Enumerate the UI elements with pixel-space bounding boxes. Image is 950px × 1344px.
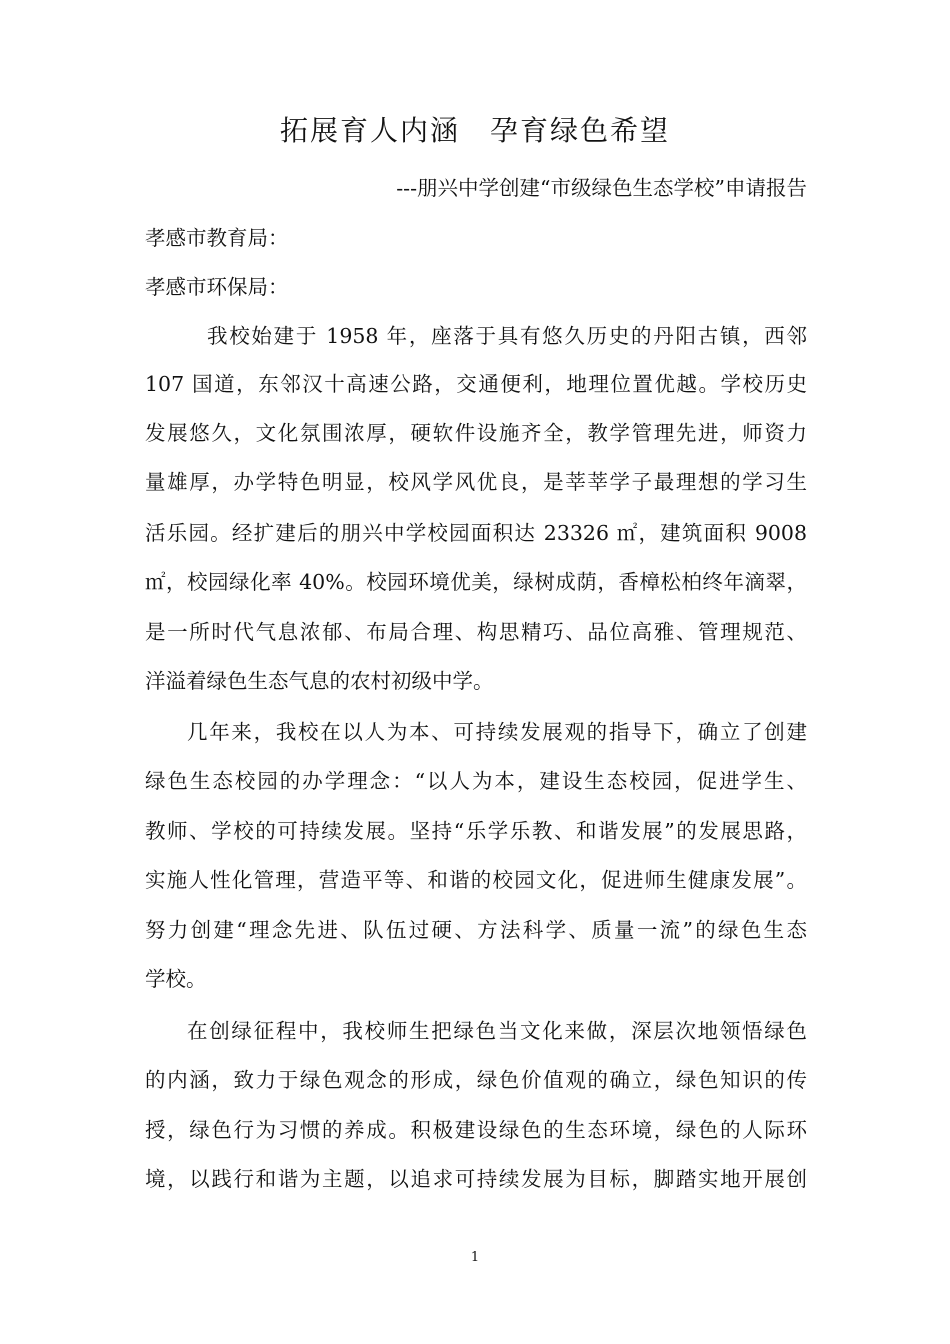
paragraph-line: ㎡，校园绿化率 40%。校园环境优美，绿树成荫，香樟松柏终年滴翠， [145,570,807,594]
paragraph-line: 教师、学校的可持续发展。坚持“乐学乐教、和谐发展”的发展思路， [145,819,807,843]
paragraph-line: 在创绿征程中，我校师生把绿色当文化来做，深层次地领悟绿色 [187,1019,807,1043]
paragraph-line: 授，绿色行为习惯的养成。积极建设绿色的生态环境，绿色的人际环 [145,1118,807,1142]
paragraph-line: 洋溢着绿色生态气息的农村初级中学。 [145,669,494,693]
paragraph-line: 实施人性化管理，营造平等、和谐的校园文化，促进师生健康发展”。 [145,868,807,892]
paragraph-line: 是一所时代气息浓郁、布局合理、构思精巧、品位高雅、管理规范、 [145,620,807,644]
paragraph-line: 努力创建“理念先进、队伍过硬、方法科学、质量一流”的绿色生态 [145,918,807,942]
page-number: 1 [470,1250,480,1265]
paragraph-line: 的内涵，致力于绿色观念的形成，绿色价值观的确立，绿色知识的传 [145,1068,807,1092]
document-subtitle: ---朋兴中学创建“市级绿色生态学校”申请报告 [396,176,807,200]
recipient-education-bureau: 孝感市教育局： [145,226,289,250]
document-title: 拓展育人内涵 孕育绿色希望 [279,114,670,147]
paragraph-line: 绿色生态校园的办学理念：“以人为本，建设生态校园，促进学生、 [145,769,807,793]
paragraph-line: 活乐园。经扩建后的朋兴中学校园面积达 23326 ㎡，建筑面积 9008 [145,521,807,545]
paragraph-line: 量雄厚，办学特色明显，校风学风优良，是莘莘学子最理想的学习生 [145,470,807,494]
paragraph-line: 境，以践行和谐为主题，以追求可持续发展为目标，脚踏实地开展创 [145,1167,807,1191]
paragraph-line: 107 国道，东邻汉十高速公路，交通便利，地理位置优越。学校历史 [145,372,807,396]
paragraph-line: 发展悠久，文化氛围浓厚，硬软件设施齐全，教学管理先进，师资力 [145,421,807,445]
paragraph-line: 我校始建于 1958 年，座落于具有悠久历史的丹阳古镇，西邻 [207,324,807,348]
recipient-environment-bureau: 孝感市环保局： [145,275,289,299]
paragraph-line: 几年来，我校在以人为本、可持续发展观的指导下，确立了创建 [187,720,807,744]
paragraph-line: 学校。 [145,967,207,991]
